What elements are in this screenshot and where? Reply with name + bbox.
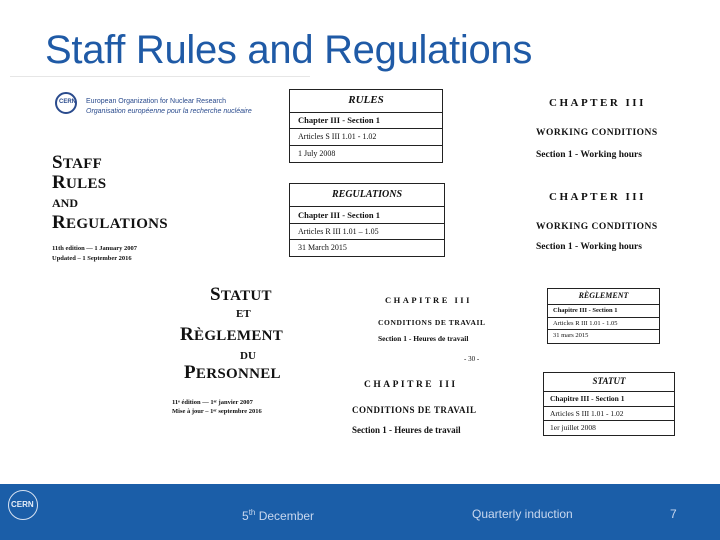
rules-box-header: RULES bbox=[290, 90, 442, 113]
chapter-en-2-title: CHAPTER III bbox=[549, 191, 646, 203]
title-divider bbox=[10, 76, 310, 77]
chapter-fr-2-section: Section 1 - Heures de travail bbox=[352, 425, 461, 435]
regulations-box bbox=[289, 183, 445, 257]
reglement-box-row: Articles R III 1.01 - 1.05 bbox=[548, 318, 659, 330]
chapter-en-1-section: Section 1 - Working hours bbox=[536, 150, 642, 160]
page-number: 7 bbox=[670, 507, 677, 521]
chapter-fr-1-conditions: CONDITIONS DE TRAVAIL bbox=[378, 318, 486, 327]
footer-event: Quarterly induction bbox=[472, 507, 573, 521]
cover-edition: 11th edition — 1 January 2007 bbox=[52, 245, 138, 252]
chapter-fr-1-title: CHAPITRE III bbox=[385, 295, 472, 305]
cover-fr-edition: 11ᵉ édition — 1ᵉʳ janvier 2007 bbox=[172, 399, 253, 406]
org-line-english: European Organization for Nuclear Research bbox=[86, 98, 227, 105]
chapter-fr-1-section: Section 1 - Heures de travail bbox=[378, 334, 469, 343]
footer-date: 5th December bbox=[242, 508, 315, 523]
rules-box bbox=[289, 89, 443, 163]
statut-box bbox=[543, 372, 675, 436]
cern-small-logo-icon: CERN bbox=[55, 92, 77, 114]
rules-box-row: 1 July 2008 bbox=[298, 149, 336, 158]
reglement-box-row: Chapitre III - Section 1 bbox=[548, 305, 659, 318]
statut-box-header: STATUT bbox=[544, 373, 674, 392]
cover-word-and: AND bbox=[52, 196, 78, 210]
reglement-box-row: 31 mars 2015 bbox=[553, 332, 589, 339]
cover-updated: Updated – 1 September 2016 bbox=[52, 255, 132, 262]
cover-word-statut: STATUT bbox=[210, 284, 272, 305]
statut-box-row: Chapitre III - Section 1 bbox=[544, 392, 674, 407]
slide-title: Staff Rules and Regulations bbox=[45, 28, 533, 72]
reglement-box bbox=[547, 288, 660, 344]
cover-fr-updated: Mise à jour – 1ᵉʳ septembre 2016 bbox=[172, 408, 262, 415]
cover-word-staff: STAFF bbox=[52, 152, 103, 173]
chapter-fr-2-title: CHAPITRE III bbox=[364, 380, 458, 390]
cover-word-regulations: REGULATIONS bbox=[52, 212, 168, 233]
statut-box-row: Articles S III 1.01 - 1.02 bbox=[544, 407, 674, 421]
cover-word-personnel: PERSONNEL bbox=[184, 362, 281, 383]
reglement-box-header: RÈGLEMENT bbox=[548, 289, 659, 305]
regulations-box-header: REGULATIONS bbox=[290, 184, 444, 207]
statut-box-row: 1er juillet 2008 bbox=[550, 423, 596, 432]
chapter-en-2-section: Section 1 - Working hours bbox=[536, 242, 642, 252]
rules-box-row: Chapter III - Section 1 bbox=[290, 113, 442, 129]
chapter-fr-2-conditions: CONDITIONS DE TRAVAIL bbox=[352, 405, 477, 415]
cover-word-reglement: RÈGLEMENT bbox=[180, 324, 284, 345]
regulations-box-row: Chapter III - Section 1 bbox=[290, 207, 444, 224]
cover-word-rules: RULES bbox=[52, 172, 107, 193]
org-line-french: Organisation européenne pour la recherche nucléaire bbox=[86, 108, 252, 115]
chapter-en-2-conditions: WORKING CONDITIONS bbox=[536, 222, 658, 232]
cern-logo-icon: CERN bbox=[8, 490, 38, 520]
chapter-fr-1-page-number: - 30 - bbox=[464, 355, 480, 363]
regulations-box-row: 31 March 2015 bbox=[298, 243, 347, 252]
cover-word-du: DU bbox=[240, 350, 256, 362]
rules-box-row: Articles S III 1.01 - 1.02 bbox=[290, 129, 442, 146]
chapter-en-1-conditions: WORKING CONDITIONS bbox=[536, 128, 658, 138]
regulations-box-row: Articles R III 1.01 – 1.05 bbox=[290, 224, 444, 240]
chapter-en-1-title: CHAPTER III bbox=[549, 97, 646, 109]
footer-bar bbox=[0, 484, 720, 540]
cover-word-et: ET bbox=[236, 308, 251, 320]
